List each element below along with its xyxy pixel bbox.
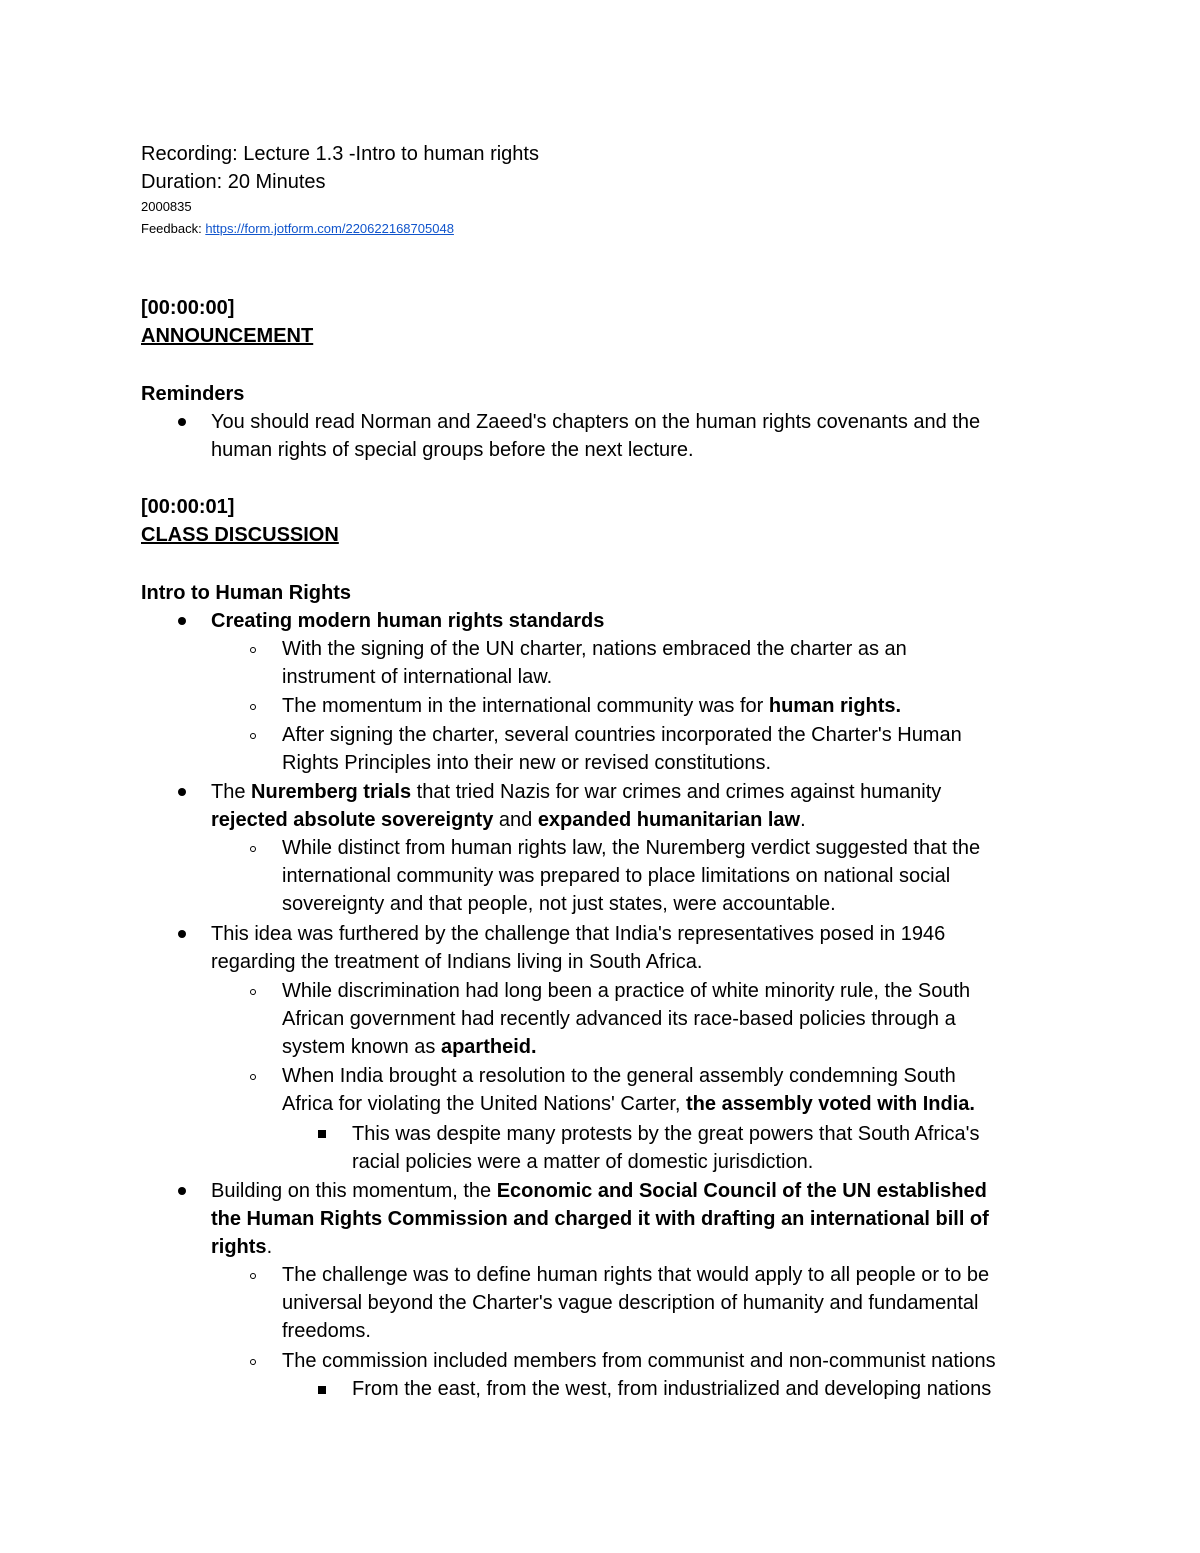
bullet-disc-icon — [178, 617, 186, 625]
bullet-circle-icon — [250, 846, 256, 852]
bullet-disc-icon — [178, 418, 186, 426]
bullet-circle-icon — [250, 1273, 256, 1279]
list-item-text: While distinct from human rights law, the Nuremberg verdict suggested that the — [282, 837, 981, 859]
list-item-text: sovereignty and that people, not just states, were accountable. — [282, 893, 836, 915]
bullet-disc-icon — [178, 930, 186, 938]
feedback-line — [141, 220, 454, 238]
list-item-text — [282, 692, 901, 720]
text-run: The momentum in the international community was for — [282, 695, 769, 717]
section-subheading: Intro to Human Rights — [141, 582, 351, 604]
section-subheading: Reminders — [141, 383, 245, 405]
list-item-text — [211, 778, 941, 806]
list-item-text: Rights Principles into their new or revised constitutions. — [282, 752, 772, 774]
list-item-text: The challenge was to define human rights that would apply to all people or to be — [282, 1264, 990, 1286]
text-run: Economic and Social Council of the UN established — [496, 1180, 987, 1202]
text-run: Building on this momentum, the — [211, 1180, 497, 1202]
list-item-text: African government had recently advanced its race-based policies through a — [282, 1008, 956, 1030]
text-run: human rights. — [768, 695, 902, 717]
list-item-text: freedoms. — [282, 1320, 371, 1342]
list-item-text: the Human Rights Commission and charged it with drafting an international bill of — [211, 1208, 989, 1230]
list-item-text: human rights of special groups before the next lecture. — [211, 439, 694, 461]
list-item-text — [211, 1177, 987, 1205]
list-item-text: This idea was furthered by the challenge that India's representatives posed in 1946 — [211, 923, 946, 945]
list-item-text: This was despite many protests by the great powers that South Africa's — [352, 1123, 980, 1145]
text-run: Nuremberg trials — [251, 781, 412, 803]
list-item-text: From the east, from the west, from industrialized and developing nations — [352, 1378, 992, 1400]
document-id: 2000835 — [141, 199, 192, 214]
bullet-circle-icon — [250, 704, 256, 710]
recording-title: Recording: Lecture 1.3 -Intro to human rights — [141, 143, 539, 165]
section-title: CLASS DISCUSSION — [141, 524, 339, 546]
text-run: . — [266, 1236, 273, 1258]
text-run: . — [800, 809, 806, 831]
text-run: apartheid. — [440, 1036, 537, 1058]
bullet-square-icon — [318, 1386, 326, 1394]
list-item-text: You should read Norman and Zaeed's chapters on the human rights covenants and the — [211, 411, 981, 433]
list-item-text: instrument of international law. — [282, 666, 553, 688]
feedback-link[interactable]: https://form.jotform.com/220622168705048 — [205, 221, 454, 236]
list-item-text — [211, 806, 806, 834]
list-item-text: racial policies were a matter of domestic jurisdiction. — [352, 1151, 814, 1173]
bullet-disc-icon — [178, 788, 186, 796]
text-run: Africa for violating the United Nations' Carter, — [282, 1093, 687, 1115]
text-run: system known as — [282, 1036, 441, 1058]
list-item-text — [282, 1090, 975, 1118]
bullet-square-icon — [318, 1130, 326, 1138]
list-item-text: After signing the charter, several countries incorporated the Charter's Human — [282, 724, 962, 746]
text-run: that tried Nazis for war crimes and crimes against humanity — [411, 781, 942, 803]
section-timestamp: [00:00:00] — [141, 297, 235, 319]
text-run: expanded humanitarian law — [537, 809, 801, 831]
text-run: and — [493, 809, 538, 831]
bullet-disc-icon — [178, 1187, 186, 1195]
text-run: rights — [211, 1236, 267, 1258]
bullet-circle-icon — [250, 647, 256, 653]
list-item-text — [211, 1233, 272, 1261]
list-item-text: While discrimination had long been a practice of white minority rule, the South — [282, 980, 971, 1002]
text-run: the assembly voted with India. — [686, 1093, 975, 1115]
list-item-text — [282, 1033, 537, 1061]
bullet-circle-icon — [250, 733, 256, 739]
section-title: ANNOUNCEMENT — [141, 325, 314, 347]
list-item-text: international community was prepared to place limitations on national social — [282, 865, 951, 887]
list-item-text: regarding the treatment of Indians living in South Africa. — [211, 951, 703, 973]
section-timestamp: [00:00:01] — [141, 496, 235, 518]
bullet-circle-icon — [250, 989, 256, 995]
duration: Duration: 20 Minutes — [141, 171, 326, 193]
list-item-text: When India brought a resolution to the general assembly condemning South — [282, 1065, 956, 1087]
bullet-circle-icon — [250, 1359, 256, 1365]
list-item-text: The commission included members from communist and non-communist nations — [282, 1350, 996, 1372]
list-item-text: universal beyond the Charter's vague description of humanity and fundamental — [282, 1292, 979, 1314]
feedback-label: Feedback: — [141, 221, 206, 236]
list-item-text: Creating modern human rights standards — [211, 610, 605, 632]
bullet-circle-icon — [250, 1074, 256, 1080]
text-run: The — [211, 781, 252, 803]
list-item-text: With the signing of the UN charter, nations embraced the charter as an — [282, 638, 907, 660]
text-run: rejected absolute sovereignty — [211, 809, 494, 831]
